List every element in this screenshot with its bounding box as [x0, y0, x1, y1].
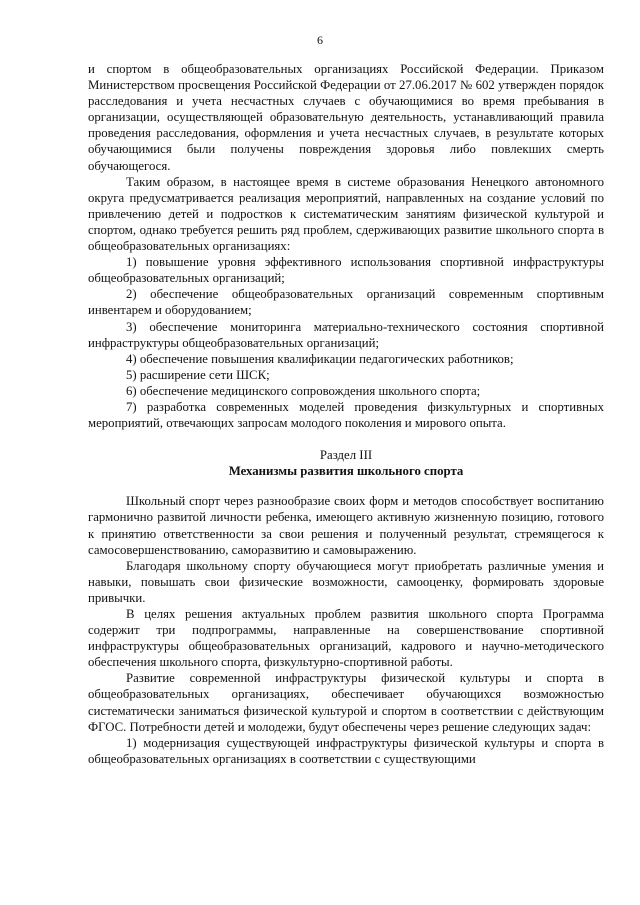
paragraph: Развитие современной инфраструктуры физической культуры и спорта в общеобразовательных организациях, обеспечивает обучающихся возможностью систематически заниматься физической культурой и спортом в соответствии с действующим ФГОС. Потребности детей и молодежи, будут обеспечены через решение следующих задач:	[88, 671, 604, 734]
list-item: 3) обеспечение мониторинга материально-технического состояния спортивной инфраструктуры общеобразовательных организаций;	[88, 319, 604, 350]
document-body	[88, 61, 604, 767]
list-item: 5) расширение сети ШСК;	[126, 367, 270, 382]
section-label: Раздел III	[319, 448, 373, 463]
list-item: 7) разработка современных моделей проведения физкультурных и спортивных мероприятий, отвечающих запросам молодого поколения и мирового опыта.	[88, 399, 604, 431]
paragraph: В целях решения актуальных проблем развития школьного спорта Программа содержит три подпрограммы, направленные на совершенствование спортивной инфраструктуры общеобразовательных организаций, кадрового и научно-методического обеспечения школьного спорта, физкультурно-спортивной работы.	[88, 607, 604, 670]
section-title: Механизмы развития школьного спорта	[228, 464, 464, 479]
page-number: 6	[317, 33, 323, 47]
paragraph-continued: и спортом в общеобразовательных организациях Российской Федерации. Приказом Министерством просвещения Российской Федерации от 27.06.2017 № 602 утвержден порядок расследования и учета несчастных случаев с обучающимися во время пребывания в организации, осуществляющей образовательную деятельность, устанавливающий правила проведения расследования, оформления и учета несчастных случаев, в результате которых обучающимися были получены повреждения здоровья либо повлекших смерть обучающегося.	[88, 62, 604, 173]
paragraph: Школьный спорт через разнообразие своих форм и методов способствует воспитанию гармонично развитой личности ребенка, имеющего активную жизненную позицию, готового к принятию ответственности за свои решения и полученный результат, стремящегося к самосовершенствованию, саморазвитию и самовыражению.	[88, 494, 604, 557]
list-item: 4) обеспечение повышения квалификации педагогических работников;	[126, 351, 514, 366]
list-item: 6) обеспечение медицинского сопровождения школьного спорта;	[126, 383, 481, 398]
paragraph-problems-intro: Таким образом, в настоящее время в системе образования Ненецкого автономного округа предусматривается реализация мероприятий, направленных на создание условий по привлечению детей и подростков к систематическим занятиям физической культурой и спортом, однако требуется решить ряд проблем, сдерживающих развитие школьного спорта в общеобразовательных организациях:	[88, 174, 604, 254]
paragraph-task-item: 1) модернизация существующей инфраструктуры физической культуры и спорта в общеобразовательных организациях в соответствии с существующими	[88, 735, 604, 766]
list-item: 2) обеспечение общеобразовательных организаций современным спортивным инвентарем и оборудованием;	[88, 287, 604, 318]
paragraph: Благодаря школьному спорту обучающиеся могут приобретать различные умения и навыки, повышать свои физические возможности, самооценку, формировать здоровые привычки.	[88, 558, 604, 605]
list-item: 1) повышение уровня эффективного использования спортивной инфраструктуры общеобразовательных организаций;	[88, 255, 604, 286]
